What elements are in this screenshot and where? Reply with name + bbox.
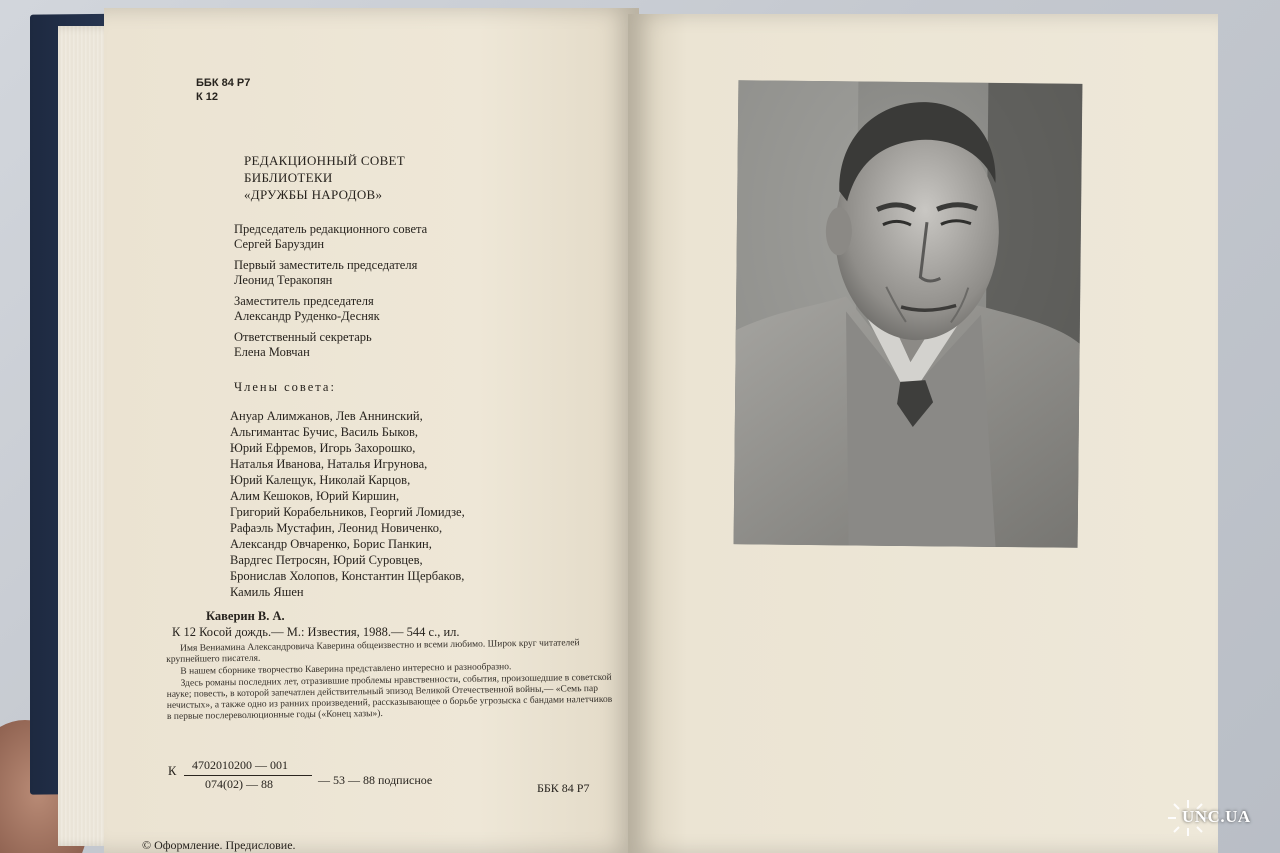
members-line: Юрий Ефремов, Игорь Захорошко,	[230, 441, 416, 455]
council-title-line: «ДРУЖБЫ НАРОДОВ»	[244, 187, 383, 202]
watermark-text: UNC.UA	[1182, 807, 1251, 826]
council-title-line: БИБЛИОТЕКИ	[244, 170, 333, 185]
members-line: Алим Кешоков, Юрий Киршин,	[230, 489, 400, 503]
fraction-line	[184, 775, 312, 776]
members-line: Ануар Алимжанов, Лев Аннинский,	[230, 409, 423, 423]
portrait-illustration	[734, 80, 1083, 548]
catalog-k: К	[168, 764, 177, 778]
abstract-paragraph: Имя Вениамина Александровича Каверина общеизвестно и всеми любимо. Широк круг читателей крупнейшего писателя.	[166, 638, 580, 665]
members-line: Рафаэль Мустафин, Леонид Новиченко,	[230, 521, 443, 535]
members-line: Бронислав Холопов, Константин Щербаков,	[230, 569, 465, 583]
council-title-line: РЕДАКЦИОННЫЙ СОВЕТ	[244, 153, 406, 168]
council-roles	[234, 222, 427, 366]
role-name: Елена Мовчан	[234, 345, 310, 359]
members-line: Альгимантас Бучис, Василь Быков,	[230, 425, 419, 439]
copyright-note: © Оформление. Предисловие.	[142, 838, 296, 852]
bbk-code-bottom: ББК 84 Р7	[537, 781, 590, 795]
bbk-code: ББК 84 Р7	[196, 77, 251, 89]
role-name: Леонид Теракопян	[234, 273, 333, 287]
role-name: Сергей Баруздин	[234, 237, 325, 251]
members-heading: Члены совета:	[234, 380, 336, 394]
catalog-numerator: 4702010200 — 001	[192, 758, 288, 772]
role-title: Заместитель председателя	[234, 294, 374, 308]
bbk-code-block	[196, 76, 250, 104]
bibliographic-entry: К 12 Косой дождь.— М.: Известия, 1988.— 544 с., ил.	[172, 625, 460, 639]
abstract	[166, 638, 617, 724]
role-block	[234, 258, 427, 288]
role-name: Александр Руденко-Десняк	[234, 309, 380, 323]
members-list	[230, 408, 465, 600]
role-title: Первый заместитель председателя	[234, 258, 418, 272]
abstract-paragraph: В нашем сборнике творчество Каверина представлено интересно и разнообразно.	[180, 662, 512, 677]
members-line: Григорий Корабельников, Георгий Ломидзе,	[230, 505, 465, 519]
council-title	[244, 152, 405, 203]
role-title: Председатель редакционного совета	[234, 222, 428, 236]
catalog-suffix: — 53 — 88 подписное	[318, 773, 433, 787]
k-code: К 12	[196, 91, 219, 103]
abstract-paragraph: Здесь романы последних лет, отразившие проблемы нравственности, события, произошедшие в советской науке; повесть, в которой запечатлен действительный эпизод Великой Отечественной войны,— «Семь пар нечистых», а также одно из ранних произведений, рассказывающее о борьбе угрозыска с бандами налетчиков в первые послереволюционные годы («Конец хазы»).	[166, 672, 613, 722]
role-block	[234, 330, 427, 360]
catalog-denominator: 074(02) — 88	[205, 777, 273, 791]
role-title: Ответственный секретарь	[234, 330, 372, 344]
members-line: Камиль Яшен	[230, 585, 304, 599]
members-line: Александр Овчаренко, Борис Панкин,	[230, 537, 432, 551]
role-block	[234, 294, 427, 324]
author-portrait-photo	[734, 80, 1083, 548]
role-block	[234, 222, 427, 252]
author-name: Каверин В. А.	[206, 609, 285, 623]
members-line: Наталья Иванова, Наталья Игрунова,	[230, 457, 428, 471]
members-line: Юрий Калещук, Николай Карцов,	[230, 473, 411, 487]
members-line: Вардгес Петросян, Юрий Суровцев,	[230, 553, 423, 567]
